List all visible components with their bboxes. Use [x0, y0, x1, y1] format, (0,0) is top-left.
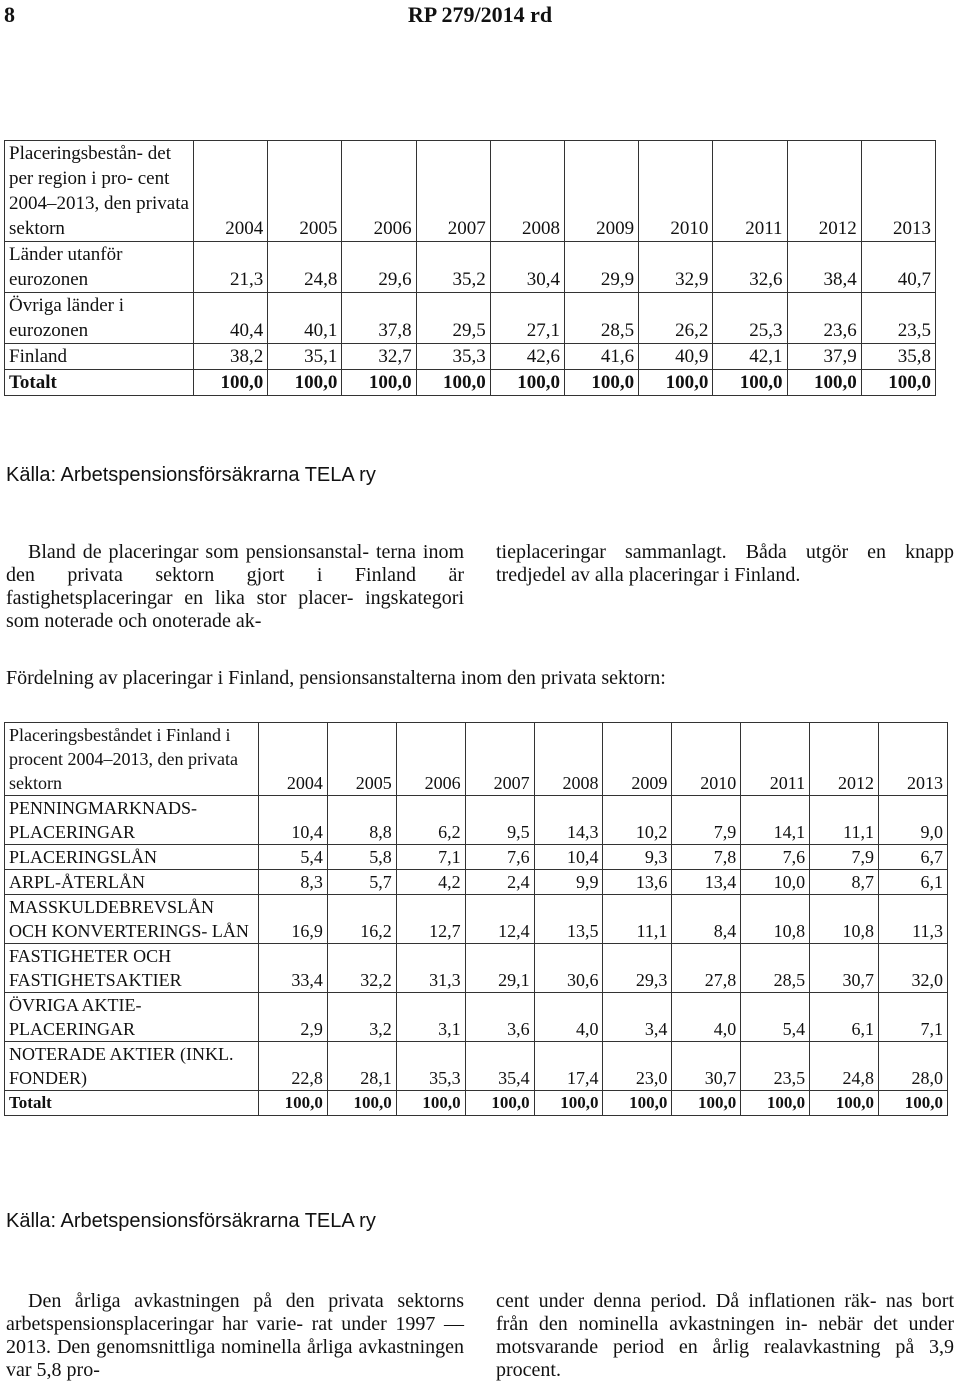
table-cell: 100,0 — [396, 1091, 465, 1116]
table-cell: 7,9 — [672, 796, 741, 845]
table-cell: 24,8 — [810, 1042, 879, 1091]
year-header: 2005 — [327, 723, 396, 796]
table-cell: 9,0 — [879, 796, 948, 845]
table-cell: 7,1 — [879, 993, 948, 1042]
table-cell: 9,5 — [465, 796, 534, 845]
paragraph2-right-column: cent under denna period. Då inflationen räk- nas bort från den nominella avkastningen in- nebär det under motsvarande period en årlig realavkastning på 3,9 procent. — [496, 1290, 954, 1381]
table-cell: 3,2 — [327, 993, 396, 1042]
table-cell: 4,0 — [672, 993, 741, 1042]
table-cell: 100,0 — [741, 1091, 810, 1116]
table-cell: 42,6 — [490, 344, 564, 370]
table-cell: 12,4 — [465, 895, 534, 944]
table-cell: 10,2 — [603, 796, 672, 845]
row-label: ÖVRIGA AKTIE- PLACERINGAR — [5, 993, 259, 1042]
table-cell: 100,0 — [465, 1091, 534, 1116]
table-cell: 23,5 — [741, 1042, 810, 1091]
table-cell: 32,7 — [342, 344, 416, 370]
table-cell: 100,0 — [259, 1091, 328, 1116]
table-cell: 13,5 — [534, 895, 603, 944]
row-label: NOTERADE AKTIER (INKL. FONDER) — [5, 1042, 259, 1091]
region-allocation-table — [4, 140, 936, 396]
table-cell: 16,2 — [327, 895, 396, 944]
table-cell: 31,3 — [396, 944, 465, 993]
table-cell: 100,0 — [672, 1091, 741, 1116]
table-cell: 40,1 — [268, 293, 342, 344]
year-header: 2008 — [534, 723, 603, 796]
row-label: Länder utanför eurozonen — [5, 242, 194, 293]
table-cell: 100,0 — [787, 370, 861, 396]
year-header: 2010 — [672, 723, 741, 796]
table-cell: 100,0 — [603, 1091, 672, 1116]
table-row — [5, 1042, 948, 1091]
table-cell: 100,0 — [879, 1091, 948, 1116]
table-cell: 10,4 — [534, 845, 603, 870]
table-cell: 11,3 — [879, 895, 948, 944]
table-row — [5, 796, 948, 845]
table-cell: 32,2 — [327, 944, 396, 993]
table-cell: 8,3 — [259, 870, 328, 895]
paragraph1-left-column: Bland de placeringar som pensionsanstal- terna inom den privata sektorn gjort i Finland är fastighetsplaceringar en lika stor placer- ingskategori som noterade och onoterade ak- — [6, 541, 464, 632]
table-cell: 5,4 — [741, 993, 810, 1042]
table-cell: 14,1 — [741, 796, 810, 845]
table-cell: 35,3 — [396, 1042, 465, 1091]
table-row — [5, 993, 948, 1042]
year-header: 2012 — [810, 723, 879, 796]
table-cell: 38,4 — [787, 242, 861, 293]
year-header: 2011 — [741, 723, 810, 796]
table-row — [5, 944, 948, 993]
table-cell: 22,8 — [259, 1042, 328, 1091]
row-label: PLACERINGSLÅN — [5, 845, 259, 870]
table-cell: 8,4 — [672, 895, 741, 944]
table-cell: 100,0 — [564, 370, 638, 396]
table-cell: 40,9 — [639, 344, 713, 370]
table-cell: 100,0 — [490, 370, 564, 396]
table-cell: 100,0 — [194, 370, 268, 396]
table-cell: 28,0 — [879, 1042, 948, 1091]
paragraph2-left-column: Den årliga avkastningen på den privata sektorns arbetspensionsplaceringar har varie- rat under 1997 — 2013. Den genomsnittliga nominella årliga avkastningen var 5,8 pro- — [6, 1290, 464, 1381]
table-cell: 7,9 — [810, 845, 879, 870]
table-cell: 35,8 — [861, 344, 935, 370]
year-header: 2004 — [259, 723, 328, 796]
year-header: 2007 — [465, 723, 534, 796]
header-label: Placeringsbeståndet i Finland i procent 2004–2013, den privata sektorn — [5, 723, 259, 796]
table-cell: 7,6 — [465, 845, 534, 870]
row-label: Övriga länder i eurozonen — [5, 293, 194, 344]
table-cell: 3,1 — [396, 993, 465, 1042]
table-cell: 100,0 — [861, 370, 935, 396]
table-cell: 5,7 — [327, 870, 396, 895]
table-cell: 32,9 — [639, 242, 713, 293]
table-cell: 35,2 — [416, 242, 490, 293]
year-header: 2013 — [861, 141, 935, 242]
table-cell: 26,2 — [639, 293, 713, 344]
table-cell: 30,6 — [534, 944, 603, 993]
table-cell: 100,0 — [639, 370, 713, 396]
row-label: FASTIGHETER OCH FASTIGHETSAKTIER — [5, 944, 259, 993]
year-header: 2006 — [396, 723, 465, 796]
table-cell: 35,1 — [268, 344, 342, 370]
table-cell: 29,1 — [465, 944, 534, 993]
table-cell: 35,3 — [416, 344, 490, 370]
year-header: 2013 — [879, 723, 948, 796]
paragraph1-right-column: tieplaceringar sammanlagt. Båda utgör en knapp tredjedel av alla placeringar i Finland. — [496, 541, 954, 586]
row-label: ARPL-ÅTERLÅN — [5, 870, 259, 895]
table-cell: 29,9 — [564, 242, 638, 293]
table-cell: 14,3 — [534, 796, 603, 845]
table-row — [5, 1091, 948, 1116]
table-cell: 2,9 — [259, 993, 328, 1042]
finland-allocation-table — [4, 722, 948, 1116]
table-row — [5, 845, 948, 870]
table-cell: 4,2 — [396, 870, 465, 895]
table-cell: 7,8 — [672, 845, 741, 870]
table-cell: 11,1 — [810, 796, 879, 845]
year-header: 2011 — [713, 141, 787, 242]
page-header — [0, 2, 960, 32]
table-cell: 16,9 — [259, 895, 328, 944]
table-cell: 35,4 — [465, 1042, 534, 1091]
table-cell: 24,8 — [268, 242, 342, 293]
table-cell: 100,0 — [268, 370, 342, 396]
year-header: 2012 — [787, 141, 861, 242]
table-cell: 3,6 — [465, 993, 534, 1042]
table-cell: 40,7 — [861, 242, 935, 293]
table-cell: 4,0 — [534, 993, 603, 1042]
table-cell: 23,6 — [787, 293, 861, 344]
table2-caption: Fördelning av placeringar i Finland, pensionsanstalterna inom den privata sektorn: — [6, 667, 666, 689]
page-number: 8 — [4, 2, 15, 27]
table-cell: 100,0 — [327, 1091, 396, 1116]
table-cell: 28,5 — [741, 944, 810, 993]
table-row — [5, 293, 936, 344]
table-row — [5, 895, 948, 944]
table-cell: 28,1 — [327, 1042, 396, 1091]
table-cell: 7,1 — [396, 845, 465, 870]
table-cell: 33,4 — [259, 944, 328, 993]
table-cell: 8,8 — [327, 796, 396, 845]
table-cell: 40,4 — [194, 293, 268, 344]
table-cell: 6,1 — [879, 870, 948, 895]
table-cell: 7,6 — [741, 845, 810, 870]
table-cell: 41,6 — [564, 344, 638, 370]
table-cell: 42,1 — [713, 344, 787, 370]
table2-source: Källa: Arbetspensionsförsäkrarna TELA ry — [6, 1210, 376, 1232]
row-label: MASSKULDEBREVSLÅN OCH KONVERTERINGS- LÅN — [5, 895, 259, 944]
table-cell: 10,8 — [810, 895, 879, 944]
table-cell: 100,0 — [713, 370, 787, 396]
table-cell: 10,0 — [741, 870, 810, 895]
table-cell: 27,8 — [672, 944, 741, 993]
table-cell: 32,0 — [879, 944, 948, 993]
table-row — [5, 242, 936, 293]
row-label: Totalt — [5, 1091, 259, 1116]
table-cell: 28,5 — [564, 293, 638, 344]
row-label: Finland — [5, 344, 194, 370]
table-cell: 100,0 — [416, 370, 490, 396]
table-cell: 27,1 — [490, 293, 564, 344]
table-cell: 23,0 — [603, 1042, 672, 1091]
table-cell: 6,2 — [396, 796, 465, 845]
table-cell: 9,3 — [603, 845, 672, 870]
table-cell: 10,4 — [259, 796, 328, 845]
table-cell: 30,7 — [672, 1042, 741, 1091]
table-cell: 2,4 — [465, 870, 534, 895]
table-row — [5, 370, 936, 396]
table-cell: 37,8 — [342, 293, 416, 344]
header-row — [5, 141, 936, 242]
row-label: PENNINGMARKNADS- PLACERINGAR — [5, 796, 259, 845]
year-header: 2010 — [639, 141, 713, 242]
table-cell: 5,4 — [259, 845, 328, 870]
table-cell: 25,3 — [713, 293, 787, 344]
table-cell: 37,9 — [787, 344, 861, 370]
table-cell: 6,1 — [810, 993, 879, 1042]
table-cell: 100,0 — [810, 1091, 879, 1116]
table-row — [5, 344, 936, 370]
table-cell: 29,6 — [342, 242, 416, 293]
table-cell: 5,8 — [327, 845, 396, 870]
table-cell: 29,3 — [603, 944, 672, 993]
table-cell: 11,1 — [603, 895, 672, 944]
document-id: RP 279/2014 rd — [407, 2, 553, 27]
table-cell: 10,8 — [741, 895, 810, 944]
year-header: 2007 — [416, 141, 490, 242]
table-cell: 9,9 — [534, 870, 603, 895]
row-label: Totalt — [5, 370, 194, 396]
table-cell: 32,6 — [713, 242, 787, 293]
table-cell: 21,3 — [194, 242, 268, 293]
table-cell: 6,7 — [879, 845, 948, 870]
year-header: 2005 — [268, 141, 342, 242]
table-cell: 38,2 — [194, 344, 268, 370]
table-cell: 8,7 — [810, 870, 879, 895]
table-cell: 30,7 — [810, 944, 879, 993]
table-cell: 13,6 — [603, 870, 672, 895]
year-header: 2009 — [564, 141, 638, 242]
year-header: 2004 — [194, 141, 268, 242]
table-cell: 3,4 — [603, 993, 672, 1042]
table-cell: 30,4 — [490, 242, 564, 293]
header-row — [5, 723, 948, 796]
table-cell: 29,5 — [416, 293, 490, 344]
table-cell: 13,4 — [672, 870, 741, 895]
year-header: 2006 — [342, 141, 416, 242]
table1-source: Källa: Arbetspensionsförsäkrarna TELA ry — [6, 464, 376, 486]
table-cell: 23,5 — [861, 293, 935, 344]
year-header: 2009 — [603, 723, 672, 796]
table-cell: 100,0 — [342, 370, 416, 396]
table-cell: 12,7 — [396, 895, 465, 944]
table-cell: 17,4 — [534, 1042, 603, 1091]
table-row — [5, 870, 948, 895]
table-cell: 100,0 — [534, 1091, 603, 1116]
header-label: Placeringsbestån- det per region i pro- cent 2004–2013, den privata sektorn — [5, 141, 194, 242]
year-header: 2008 — [490, 141, 564, 242]
